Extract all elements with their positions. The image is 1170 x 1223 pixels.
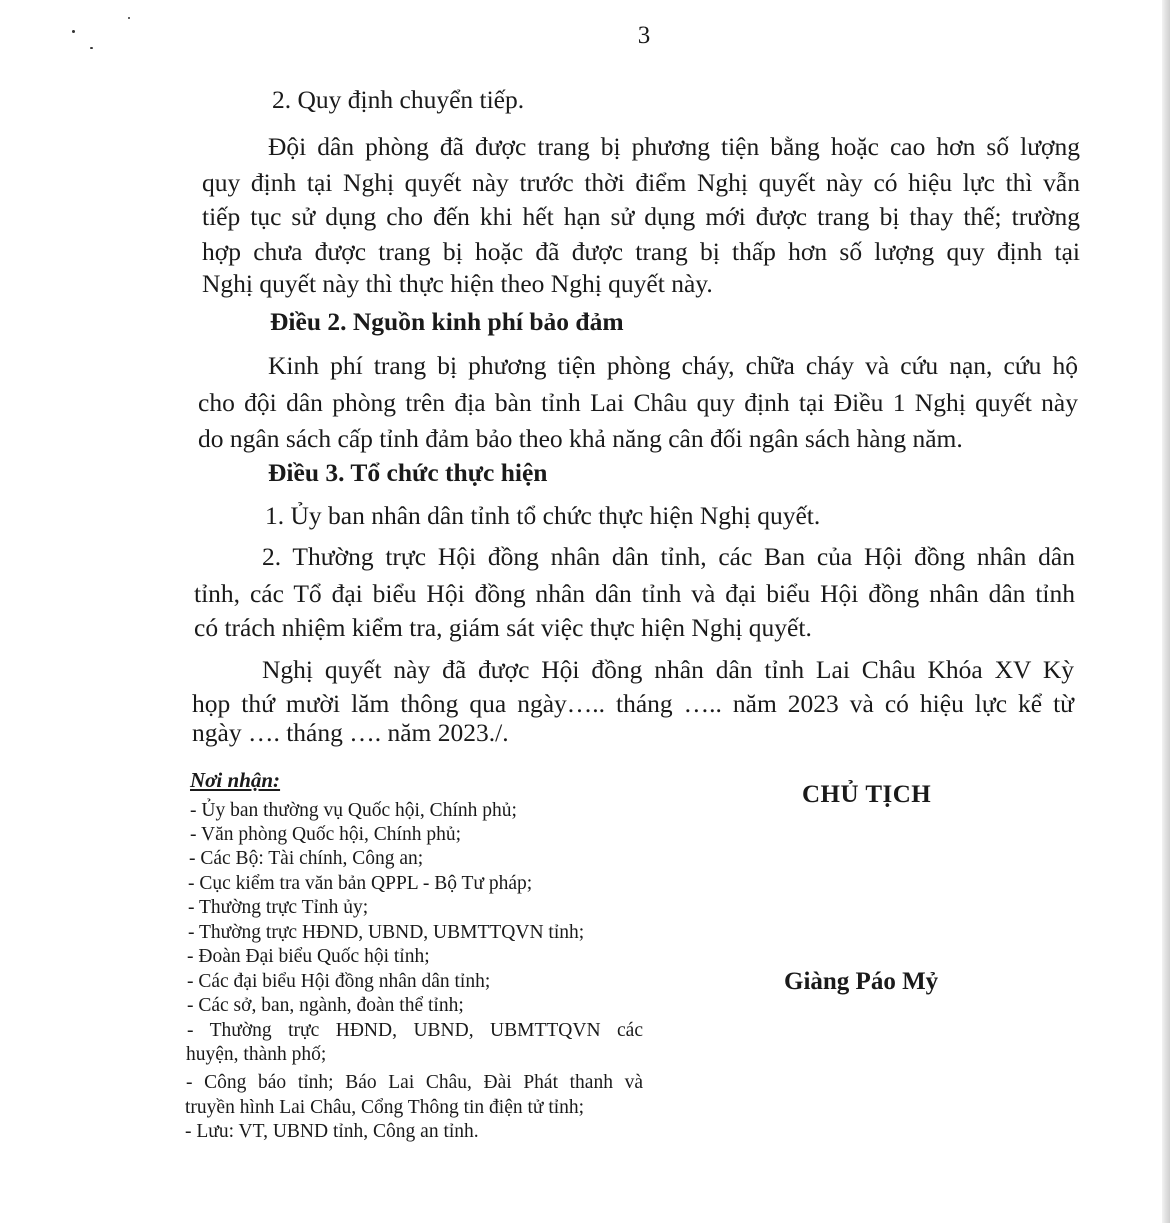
recipients-title: Nơi nhận: — [190, 768, 281, 792]
scan-speck — [90, 47, 93, 49]
recipient-item: - Văn phòng Quốc hội, Chính phủ; — [190, 824, 462, 845]
recipient-item: - Thường trực Tỉnh ủy; — [188, 897, 369, 918]
paragraph-line: tiếp tục sử dụng cho đến khi hết hạn sử dụng mới được trang bị thay thế; trường — [202, 202, 1080, 231]
recipient-item: - Công báo tỉnh; Báo Lai Châu, Đài Phát thanh và — [186, 1072, 643, 1093]
paragraph-line: cho đội dân phòng trên địa bàn tỉnh Lai Châu quy định tại Điều 1 Nghị quyết này — [198, 388, 1078, 417]
signatory-name: Giàng Páo Mỷ — [784, 968, 939, 995]
article3-heading: Điều 3. Tổ chức thực hiện — [268, 458, 548, 487]
paragraph-line: Kinh phí trang bị phương tiện phòng cháy, chữa cháy và cứu nạn, cứu hộ — [268, 351, 1078, 380]
article2-heading: Điều 2. Nguồn kinh phí bảo đảm — [270, 307, 624, 336]
article3-item1: 1. Ủy ban nhân dân tỉnh tổ chức thực hiện Nghị quyết. — [265, 501, 821, 530]
scan-speck — [72, 30, 75, 33]
recipient-item: - Lưu: VT, UBND tỉnh, Công an tỉnh. — [185, 1121, 479, 1142]
paragraph-line: 2. Thường trực Hội đồng nhân dân tỉnh, các Ban của Hội đồng nhân dân — [262, 542, 1075, 571]
paragraph-line: hợp chưa được trang bị hoặc đã được trang bị thấp hơn số lượng quy định tại — [202, 237, 1080, 266]
paragraph-line: ngày …. tháng …. năm 2023./. — [192, 718, 509, 747]
recipient-item: huyện, thành phố; — [186, 1044, 327, 1065]
recipient-item: - Thường trực HĐND, UBND, UBMTTQVN các — [187, 1020, 643, 1041]
paragraph-line: do ngân sách cấp tỉnh đảm bảo theo khả năng cân đối ngân sách hàng năm. — [198, 424, 963, 453]
recipient-item: - Thường trực HĐND, UBND, UBMTTQVN tỉnh; — [188, 922, 585, 943]
paragraph-line: tỉnh, các Tổ đại biểu Hội đồng nhân dân tỉnh và đại biểu Hội đồng nhân dân tỉnh — [194, 579, 1075, 608]
paragraph-line: có trách nhiệm kiểm tra, giám sát việc thực hiện Nghị quyết. — [194, 613, 812, 642]
page-number: 3 — [637, 22, 651, 49]
recipient-item: - Cục kiểm tra văn bản QPPL - Bộ Tư pháp; — [188, 873, 533, 894]
recipient-item: truyền hình Lai Châu, Cổng Thông tin điện tử tỉnh; — [185, 1097, 585, 1118]
transition-heading: 2. Quy định chuyển tiếp. — [272, 85, 525, 114]
paragraph-line: Đội dân phòng đã được trang bị phương tiện bằng hoặc cao hơn số lượng — [268, 132, 1080, 161]
paragraph-line: Nghị quyết này thì thực hiện theo Nghị quyết này. — [202, 269, 713, 298]
recipient-item: - Các Bộ: Tài chính, Công an; — [189, 848, 424, 869]
recipient-item: - Các đại biểu Hội đồng nhân dân tỉnh; — [187, 971, 491, 992]
recipient-item: - Các sở, ban, ngành, đoàn thể tỉnh; — [187, 995, 464, 1016]
paragraph-line: quy định tại Nghị quyết này trước thời điểm Nghị quyết này có hiệu lực thì vẫn — [202, 168, 1080, 197]
recipient-item: - Ủy ban thường vụ Quốc hội, Chính phủ; — [190, 800, 517, 821]
paragraph-line: Nghị quyết này đã được Hội đồng nhân dân tỉnh Lai Châu Khóa XV Kỳ — [262, 655, 1074, 684]
paragraph-line: họp thứ mười lăm thông qua ngày….. tháng ….. năm 2023 và có hiệu lực kể từ — [192, 689, 1074, 718]
recipient-item: - Đoàn Đại biểu Quốc hội tỉnh; — [187, 946, 430, 967]
scan-speck — [128, 17, 130, 19]
page-edge-shadow — [1162, 0, 1170, 1223]
signatory-title: CHỦ TỊCH — [802, 781, 932, 808]
